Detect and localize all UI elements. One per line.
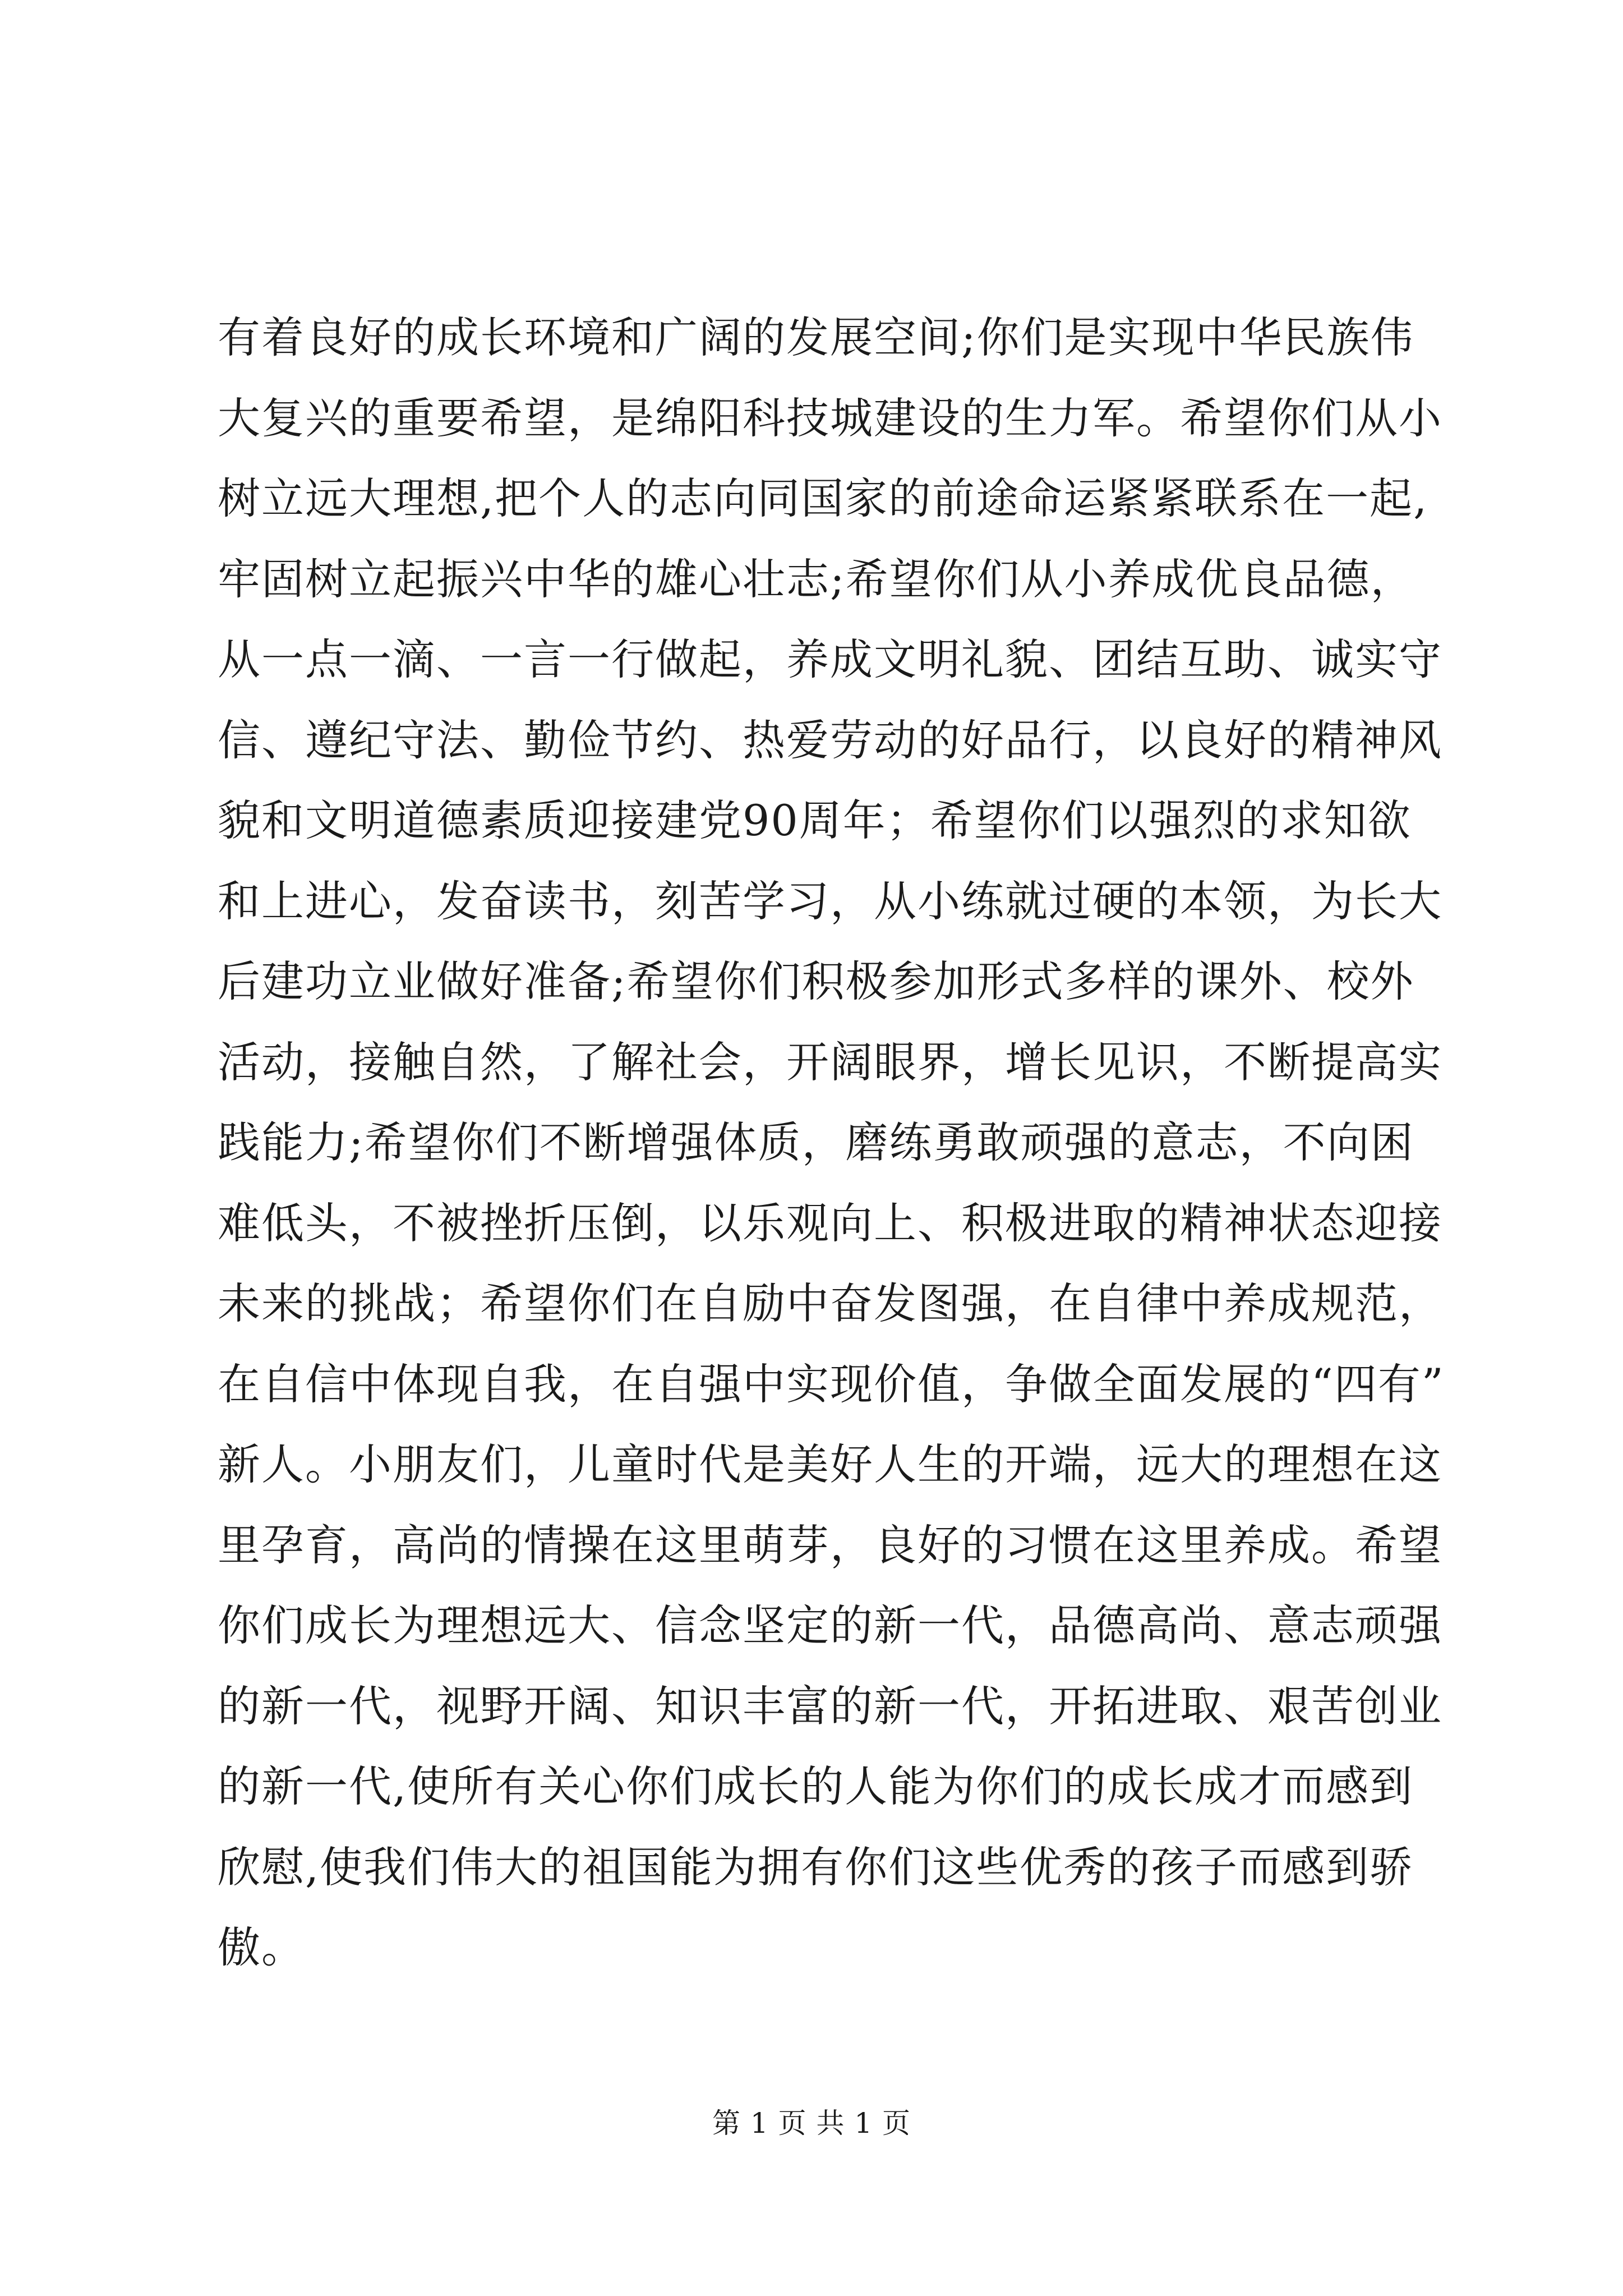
text-line: 貌和文明道德素质迎接建党90周年；希望你们以强烈的求知欲 (218, 795, 1412, 845)
text-line: 牢固树立起振兴中华的雄心壮志;希望你们从小养成优良品德， (218, 554, 1414, 604)
text-line: 在自信中体现自我，在自强中实现价值，争做全面发展的“四有” (218, 1359, 1445, 1409)
text-line: 和上进心，发奋读书，刻苦学习，从小练就过硬的本领，为长大 (218, 876, 1442, 926)
text-line: 新人。小朋友们，儿童时代是美好人生的开端，远大的理想在这 (218, 1439, 1442, 1489)
text-line: 后建功立业做好准备;希望你们积极参加形式多样的课外、校外 (218, 956, 1414, 1006)
text-line: 难低头，不被挫折压倒，以乐观向上、积极进取的精神状态迎接 (218, 1198, 1442, 1248)
body-text (218, 297, 1485, 1988)
text-line: 的新一代，视野开阔、知识丰富的新一代，开拓进取、艰苦创业 (218, 1681, 1442, 1731)
text-line: 活动，接触自然，了解社会，开阔眼界，增长见识，不断提高实 (218, 1037, 1442, 1087)
text-line: 有着良好的成长环境和广阔的发展空间;你们是实现中华民族伟 (218, 312, 1414, 362)
text-line: 从一点一滴、一言一行做起，养成文明礼貌、团结互助、诚实守 (218, 634, 1442, 684)
text-line: 欣慰,使我们伟大的祖国能为拥有你们这些优秀的孩子而感到骄 (218, 1842, 1414, 1892)
text-line: 里孕育，高尚的情操在这里萌芽，良好的习惯在这里养成。希望 (218, 1520, 1442, 1570)
text-line: 未来的挑战；希望你们在自励中奋发图强，在自律中养成规范， (218, 1278, 1442, 1328)
text-line: 践能力;希望你们不断增强体质，磨练勇敢顽强的意志，不向困 (218, 1117, 1414, 1167)
text-line: 树立远大理想,把个人的志向同国家的前途命运紧紧联系在一起, (218, 473, 1428, 523)
text-line: 信、遵纪守法、勤俭节约、热爱劳动的好品行，以良好的精神风 (218, 715, 1442, 765)
page-number: 第 1 页 共 1 页 (712, 2107, 911, 2139)
text-line: 傲。 (218, 1922, 305, 1972)
text-line: 的新一代,使所有关心你们成长的人能为你们的成长成才而感到 (218, 1761, 1414, 1811)
page-footer (0, 2104, 1623, 2143)
text-line: 你们成长为理想远大、信念坚定的新一代，品德高尚、意志顽强 (218, 1600, 1442, 1650)
text-line: 大复兴的重要希望，是绵阳科技城建设的生力军。希望你们从小 (218, 393, 1442, 443)
